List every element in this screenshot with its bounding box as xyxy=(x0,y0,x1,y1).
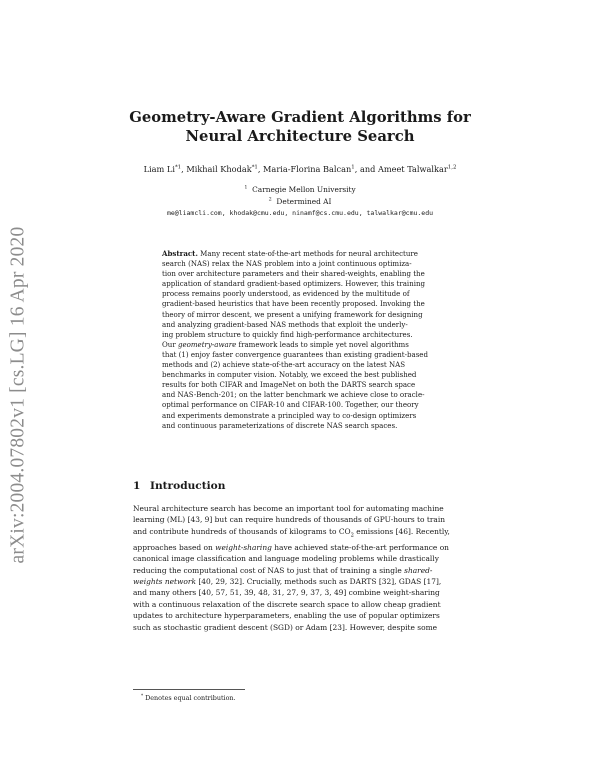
body-line: and many others [40, 57, 51, 39, 48, 31, 27, 9, 37, 3, 49] combine weight-sharing xyxy=(133,588,440,598)
affiliation-name: Determined AI xyxy=(276,197,332,206)
subscript: 2 xyxy=(350,532,354,539)
author-name: Liam Li xyxy=(143,164,175,174)
abstract-line: Many recent state-of-the-art methods for neural architecture xyxy=(200,249,418,258)
author-name: , Mikhail Khodak xyxy=(181,164,252,174)
abstract-line: that (1) enjoy faster convergence guarantees than existing gradient-based xyxy=(162,349,428,359)
body-text: approaches based on xyxy=(133,542,216,552)
body-line: with a continuous relaxation of the discrete search space to allow cheap gradient xyxy=(133,599,441,609)
abstract-line: benchmarks in computer vision. Notably, we exceed the best published xyxy=(162,370,417,380)
abstract-line: ing problem structure to quickly find high-performance architectures. xyxy=(162,329,413,339)
abstract-text: framework leads to simple yet novel algorithms xyxy=(236,339,409,349)
paper-title xyxy=(90,108,510,146)
footnote-mark: * xyxy=(141,692,144,698)
body-line: canonical image classification and language modeling problems while drastically xyxy=(133,554,439,564)
body-text: have achieved state-of-the-art performance on xyxy=(271,542,449,552)
title-line: Neural Architecture Search xyxy=(185,128,415,145)
abstract-line: and NAS-Bench-201; on the latter benchmark we achieve close to oracle- xyxy=(162,390,425,400)
author-mark: *1 xyxy=(251,164,258,171)
abstract-line: gradient-based heuristics that have been recently proposed. Invoking the xyxy=(162,299,425,309)
abstract-line: methods and (2) achieve state-of-the-art accuracy on the latest NAS xyxy=(162,360,406,370)
abstract-line: process remains poorly understood, as evidenced by the multitude of xyxy=(162,289,410,299)
abstract xyxy=(162,249,439,431)
affiliation-name: Carnegie Mellon University xyxy=(252,185,356,194)
author-name: , and Ameet Talwalkar xyxy=(354,164,448,174)
footnote xyxy=(141,694,236,702)
section-number: 1 xyxy=(133,480,141,492)
introduction-body xyxy=(133,503,467,633)
abstract-line: and continuous parameterizations of discrete NAS search spaces. xyxy=(162,420,398,430)
abstract-line: theory of mirror descent, we present a unifying framework for designing xyxy=(162,309,423,319)
body-emphasis: weights network xyxy=(133,576,196,586)
title-line: Geometry-Aware Gradient Algorithms for xyxy=(129,109,471,126)
body-emphasis: shared- xyxy=(404,565,433,575)
body-line: Neural architecture search has become an important tool for automating machine xyxy=(133,504,444,513)
section-title: Introduction xyxy=(150,480,226,492)
abstract-line: optimal performance on CIFAR-10 and CIFAR-100. Together, our theory xyxy=(162,400,419,410)
section-heading xyxy=(133,480,225,492)
body-line: updates to architecture hyperparameters, enabling the use of popular optimizers xyxy=(133,611,440,621)
author-list xyxy=(60,164,540,174)
body-line: learning (ML) [43, 9] but can require hundreds of thousands of GPU-hours to train xyxy=(133,515,446,525)
body-emphasis: weight-sharing xyxy=(215,542,272,552)
arxiv-identifier-text: arXiv:2004.07802v1 [cs.LG] 16 Apr 2020 xyxy=(7,226,28,564)
abstract-line: search (NAS) relax the NAS problem into a joint continuous optimiza- xyxy=(162,259,412,269)
footnote-text: Denotes equal contribution. xyxy=(145,694,236,702)
abstract-line: tion over architecture parameters and their shared-weights, enabling the xyxy=(162,269,425,279)
affiliation-mark: 1 xyxy=(244,184,248,191)
author-emails: me@liamcli.com, khodak@cmu.edu, ninamf@cs.cmu.edu, talwalkar@cmu.edu xyxy=(166,209,434,217)
affiliation xyxy=(100,197,500,206)
arxiv-identifier-stamp xyxy=(3,205,33,585)
abstract-label: Abstract. xyxy=(162,249,198,258)
abstract-line: and experiments demonstrate a principled way to co-design optimizers xyxy=(162,410,417,420)
abstract-emphasis: geometry-aware xyxy=(177,339,237,349)
body-line: such as stochastic gradient descent (SGD) or Adam [23]. However, despite some xyxy=(133,622,438,632)
footnote-divider xyxy=(133,689,245,690)
author-mark: 1,2 xyxy=(447,164,457,171)
abstract-line: results for both CIFAR and ImageNet on both the DARTS search space xyxy=(162,380,416,390)
abstract-text: Our xyxy=(162,339,178,349)
abstract-line: application of standard gradient-based optimizers. However, this training xyxy=(162,279,426,289)
author-mark: 1 xyxy=(351,164,355,171)
body-text: emissions [46]. Recently, xyxy=(353,526,450,536)
abstract-line: and analyzing gradient-based NAS methods that exploit the underly- xyxy=(162,319,408,329)
affiliation xyxy=(100,185,500,194)
author-name: , Maria-Florina Balcan xyxy=(257,164,352,174)
body-text: reducing the computational cost of NAS to just that of training a single xyxy=(133,565,405,575)
body-text: and contribute hundreds of thousands of kilograms to CO xyxy=(133,526,351,536)
author-mark: *1 xyxy=(174,164,182,171)
body-text: [40, 29, 32]. Crucially, methods such as DARTS [32], GDAS [17], xyxy=(195,576,442,586)
affiliation-mark: 2 xyxy=(268,196,272,203)
